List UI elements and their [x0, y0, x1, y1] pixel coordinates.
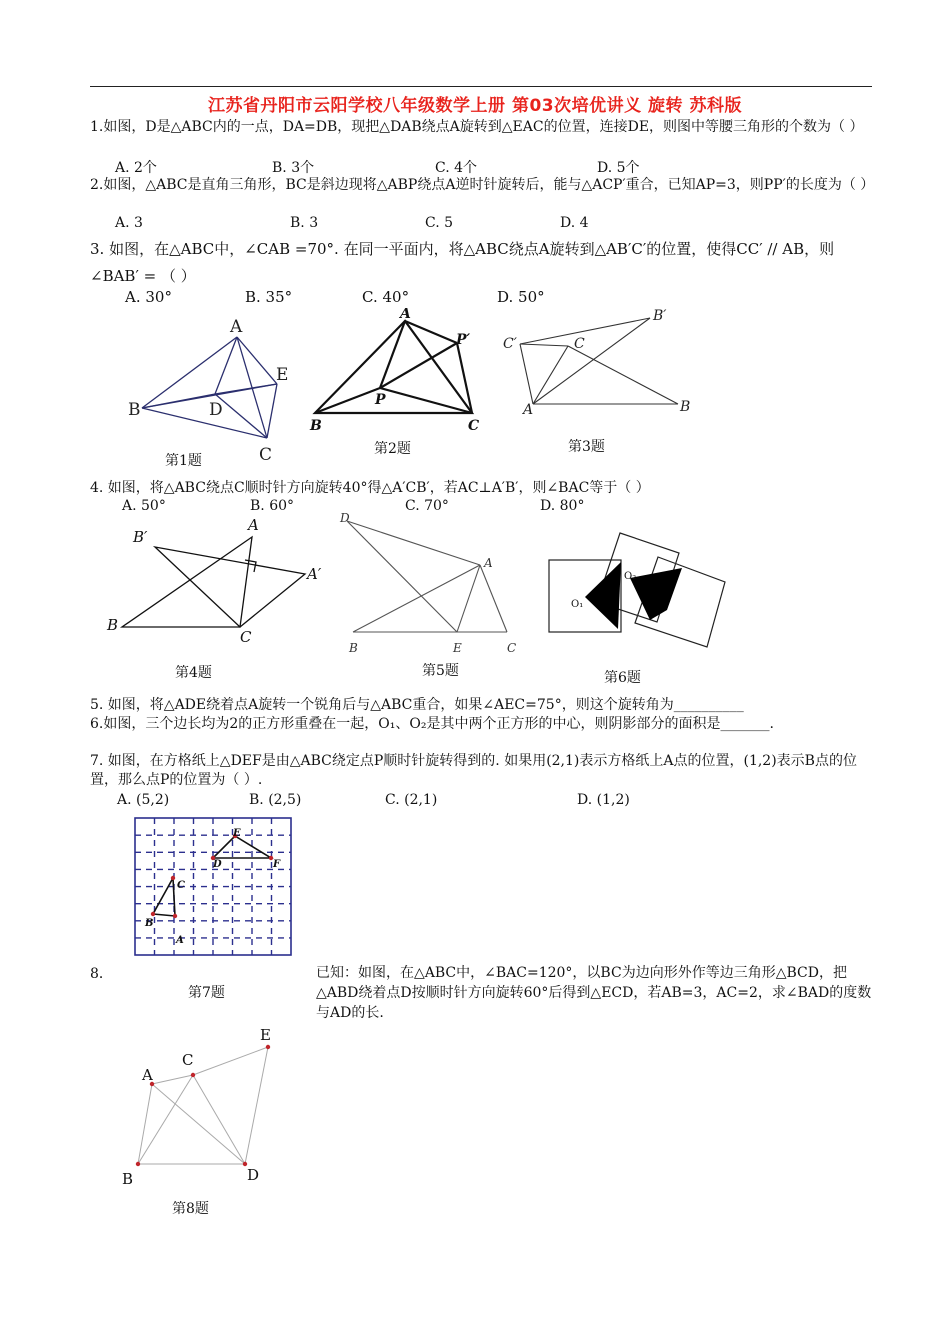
fig8-label-d: D [247, 1166, 260, 1184]
q4-option-a: A. 50° [122, 498, 166, 514]
fig1-label-c: C [259, 445, 273, 465]
q7-option-b: B. (2,5) [249, 792, 302, 808]
fig3-label-b-prime: B′ [653, 308, 667, 324]
fig1-label-b: B [128, 400, 141, 420]
caption-fig5: 第5题 [422, 663, 459, 679]
fig5-label-e: E [453, 641, 462, 655]
question-8: 已知：如图，在△ABC中，∠BAC=120°，以BC为边向形外作等边三角形△BCD，把△ABD绕着点D按顺时针方向旋转60°后得到△ECD，若AB=3，AC=2，求∠BAD的度数与AD的长. [316, 965, 872, 1021]
q3-option-a: A. 30° [125, 288, 172, 306]
q7-option-a: A. (5,2) [117, 792, 170, 808]
fig2-label-c: C [468, 418, 480, 434]
fig7-label-a: A [176, 935, 184, 946]
figure-3 [500, 304, 705, 424]
fig4-label-a: A [248, 516, 259, 534]
figure-7 [133, 816, 295, 958]
fig8-label-b: B [122, 1170, 134, 1188]
question-6: 6.如图，三个边长均为2的正方形重叠在一起，O₁、O₂是其中两个正方形的中心，则阴影部分的面积是_______. [90, 716, 774, 732]
q1-option-c: C. 4个 [435, 160, 478, 176]
q2-option-c: C. 5 [425, 215, 454, 231]
q3-option-b: B. 35° [245, 288, 293, 306]
q1-option-b: B. 3个 [272, 160, 315, 176]
fig8-label-e: E [260, 1026, 271, 1044]
q1-option-d: D. 5个 [597, 160, 640, 176]
q3-option-c: C. 40° [362, 288, 410, 306]
fig3-label-b: B [680, 399, 691, 415]
q4-option-d: D. 80° [540, 498, 585, 514]
fig7-label-b: B [145, 918, 154, 929]
fig6-shaded-region-2 [630, 568, 682, 620]
caption-fig8: 第8题 [172, 1201, 209, 1217]
fig7-label-d: D [213, 859, 222, 870]
fig4-label-c: C [240, 628, 252, 646]
question-8-number: 8． [90, 966, 113, 982]
figure-2 [300, 308, 500, 436]
q7-option-c: C. (2,1) [385, 792, 438, 808]
fig2-label-p: P [375, 392, 386, 408]
fig7-label-e: E [233, 828, 241, 839]
question-1: 1.如图，D是△ABC内的一点，DA=DB，现把△DAB绕点A旋转到△EAC的位置，连接DE，则图中等腰三角形的个数为（ ） [90, 119, 864, 135]
caption-fig7: 第7题 [188, 985, 225, 1001]
caption-fig3: 第3题 [568, 439, 605, 455]
q2-option-b: B. 3 [290, 215, 319, 231]
fig2-label-b: B [310, 418, 322, 434]
caption-fig4: 第4题 [175, 665, 212, 681]
fig4-label-b-prime: B′ [133, 528, 148, 546]
fig3-label-c-prime: C′ [503, 336, 517, 352]
figure-8 [115, 1020, 295, 1190]
fig1-label-a: A [230, 317, 243, 337]
fig5-label-d: D [340, 511, 350, 525]
fig6-label-o2: O₂ [624, 571, 637, 582]
fig1-label-e: E [276, 365, 289, 385]
q4-option-b: B. 60° [250, 498, 295, 514]
figure-4 [100, 512, 335, 652]
fig3-label-a: A [523, 402, 534, 418]
question-3: 3. 如图，在△ABC中，∠CAB =70°. 在同一平面内，将△ABC绕点A旋转到△AB′C′的位置，使得CC′ // AB，则∠BAB′ = （ ） [90, 240, 835, 285]
q7-option-d: D. (1,2) [577, 792, 630, 808]
fig4-label-a-prime: A′ [307, 565, 322, 583]
fig5-label-a: A [484, 556, 493, 570]
figure-6 [540, 525, 735, 660]
header-rule [90, 86, 872, 87]
q2-option-d: D. 4 [560, 215, 589, 231]
figure-5 [335, 507, 530, 657]
fig1-label-d: D [209, 400, 223, 420]
fig5-label-c: C [507, 641, 517, 655]
q1-option-a: A. 2个 [115, 160, 157, 176]
q2-option-a: A. 3 [115, 215, 143, 231]
fig2-label-p-prime: P′ [456, 332, 471, 348]
fig8-label-a: A [142, 1066, 153, 1084]
q3-option-d: D. 50° [497, 288, 545, 306]
page-title: 江苏省丹阳市云阳学校八年级数学上册 第03次培优讲义 旋转 苏科版 [208, 96, 742, 116]
question-4: 4. 如图，将△ABC绕点C顺时针方向旋转40°得△A′CB′，若AC⊥A′B′，则∠BAC等于（ ） [90, 480, 650, 496]
figure-1 [125, 312, 300, 467]
fig7-label-c: C [177, 880, 185, 891]
caption-fig1: 第1题 [165, 453, 202, 469]
q4-option-c: C. 70° [405, 498, 449, 514]
fig8-label-c: C [182, 1051, 194, 1069]
caption-fig2: 第2题 [374, 441, 411, 457]
fig2-label-a: A [400, 308, 411, 322]
fig6-label-o1: O₁ [571, 599, 584, 610]
question-7: 7. 如图，在方格纸上△DEF是由△ABC绕定点P顺时针旋转得到的. 如果用(2,1)表示方格纸上A点的位置，(1,2)表示B点的位置，那么点P的位置为（ ）. [90, 753, 857, 788]
question-2: 2.如图，△ABC是直角三角形，BC是斜边现将△ABP绕点A逆时针旋转后，能与△ACP′重合，已知AP=3，则PP′的长度为（ ） [90, 177, 875, 193]
caption-fig6: 第6题 [604, 670, 641, 686]
question-5: 5. 如图，将△ADE绕着点A旋转一个锐角后与△ABC重合，如果∠AEC=75°，则这个旋转角为__________ [90, 697, 744, 713]
fig7-label-f: F [273, 859, 281, 870]
fig6-shaded-region-1 [585, 562, 621, 629]
fig3-label-c: C [574, 336, 585, 352]
fig5-label-b: B [349, 641, 358, 655]
fig4-label-b: B [107, 616, 119, 634]
